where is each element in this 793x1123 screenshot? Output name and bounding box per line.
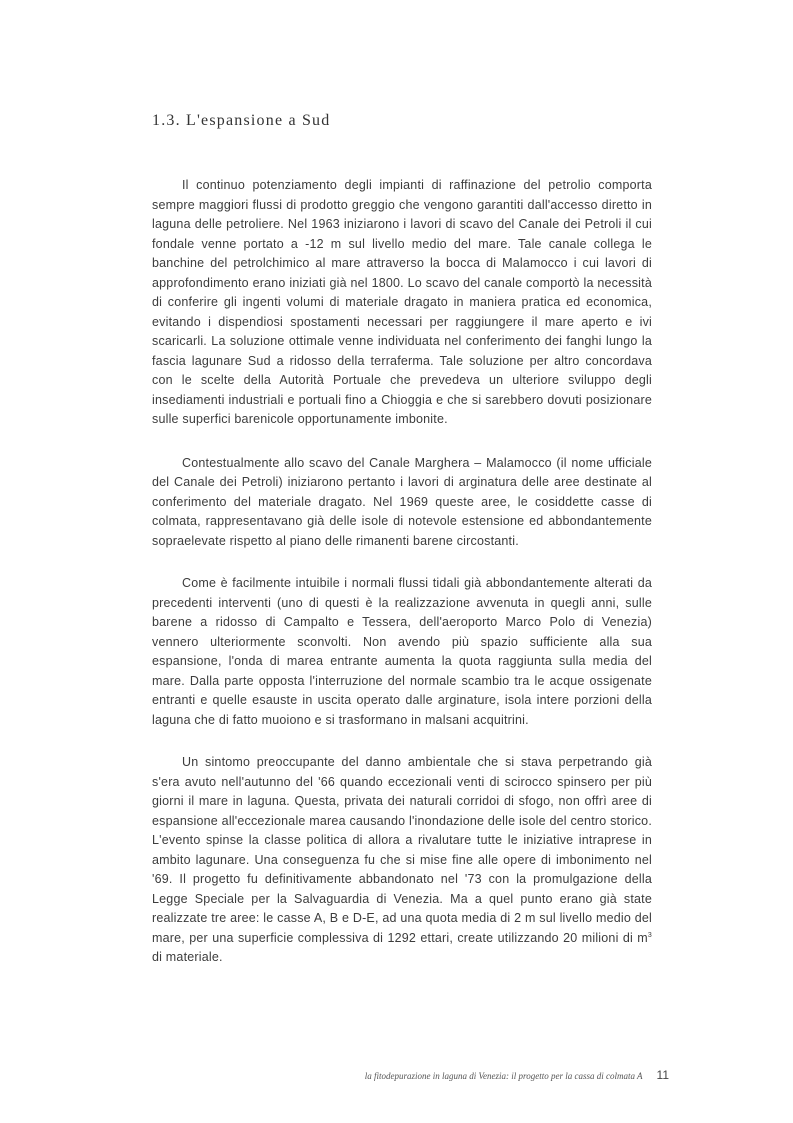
paragraph: Il continuo potenziamento degli impianti di raffinazione del petrolio comporta sempre maggiori flussi di prodotto greggio che vengono garantiti dall'accesso diretto in laguna delle petroliere. Nel 1963 iniziarono i lavori di scavo del Canale dei Petroli il cui fondale venne portato a -12 m sul livello medio del mare. Tale canale collega le banchine del petrolchimico al mare attraverso la bocca di Malamocco i cui lavori di approfondimento erano iniziati già nel 1800. Lo scavo del canale comportò la necessità di conferire gli ingenti volumi di materiale dragato in maniera pratica ed economica, evitando i dispendiosi spostamenti necessari per raggiungere il mare aperto e ivi scaricarli. La soluzione ottimale venne individuata nel conferimento dei fanghi lungo la fascia lagunare Sud a ridosso della terraferma. Tale soluzione per altro concordava con le scelte della Autorità Portuale che prevedeva un ulteriore sviluppo degli insediamenti industriali e portuali fino a Chioggia e che si sarebbero dovuti posizionare sulle superfici barenicole opportunamente imbonite. xyxy=(152,178,652,426)
page-footer xyxy=(0,1068,669,1082)
paragraph-text-end: di materiale. xyxy=(152,950,223,964)
section-heading: 1.3. L'espansione a Sud xyxy=(152,112,331,129)
paragraph-text: Un sintomo preoccupante del danno ambientale che si stava perpetrando già s'era avuto nell'autunno del '66 quando eccezionali venti di scirocco spinsero per più giorni il mare in laguna. Questa, privata dei naturali corridoi di sfogo, non offrì aree di espansione all'eccezionale marea causando l'inondazione delle isole del centro storico. L'evento spinse la classe politica di allora a rivalutare tutte le iniziative intraprese in ambito lagunare. Una conseguenza fu che si mise fine alle opere di imbonimento nel '69. Il progetto fu definitivamente abbandonato nel '73 con la promulgazione della Legge Speciale per la Salvaguardia di Venezia. Ma a quel punto erano già state realizzate tre aree: le casse A, B e D-E, ad una quota media di 2 m sul livello medio del mare, per una superficie complessiva di 1292 ettari, create utilizzando 20 milioni di m xyxy=(152,755,652,945)
paragraph xyxy=(152,753,652,968)
paragraph: Contestualmente allo scavo del Canale Marghera – Malamocco (il nome ufficiale del Canale dei Petroli) iniziarono pertanto i lavori di arginatura delle aree destinate al conferimento del materiale dragato. Nel 1969 queste aree, le cosiddette casse di colmata, rappresentavano già delle isole di notevole estensione ed abbondantemente sopraelevate rispetto al piano delle rimanenti barene circostanti. xyxy=(152,455,652,548)
page-number: 11 xyxy=(656,1068,669,1082)
footer-caption: la fitodepurazione in laguna di Venezia: il progetto per la cassa di colmata A xyxy=(364,1071,643,1081)
paragraph: Come è facilmente intuibile i normali flussi tidali già abbondantemente alterati da precedenti interventi (uno di questi è la realizzazione avvenuta in quegli anni, sulle barene a ridosso di Campalto e Tessera, dell'aeroporto Marco Polo di Venezia) vennero ulteriormente sconvolti. Non avendo più spazio sufficiente alla sua espansione, l'onda di marea entrante aumenta la quota raggiunta sulla media del mare. Dalla parte opposta l'interruzione del normale scambio tra le acque ossigenate entranti e quelle esauste in uscita operato dalle arginature, isola intere porzioni della laguna che di fatto muoiono e si trasformano in malsani acquitrini. xyxy=(152,576,652,727)
superscript: 3 xyxy=(647,931,652,939)
body-text xyxy=(152,176,652,992)
